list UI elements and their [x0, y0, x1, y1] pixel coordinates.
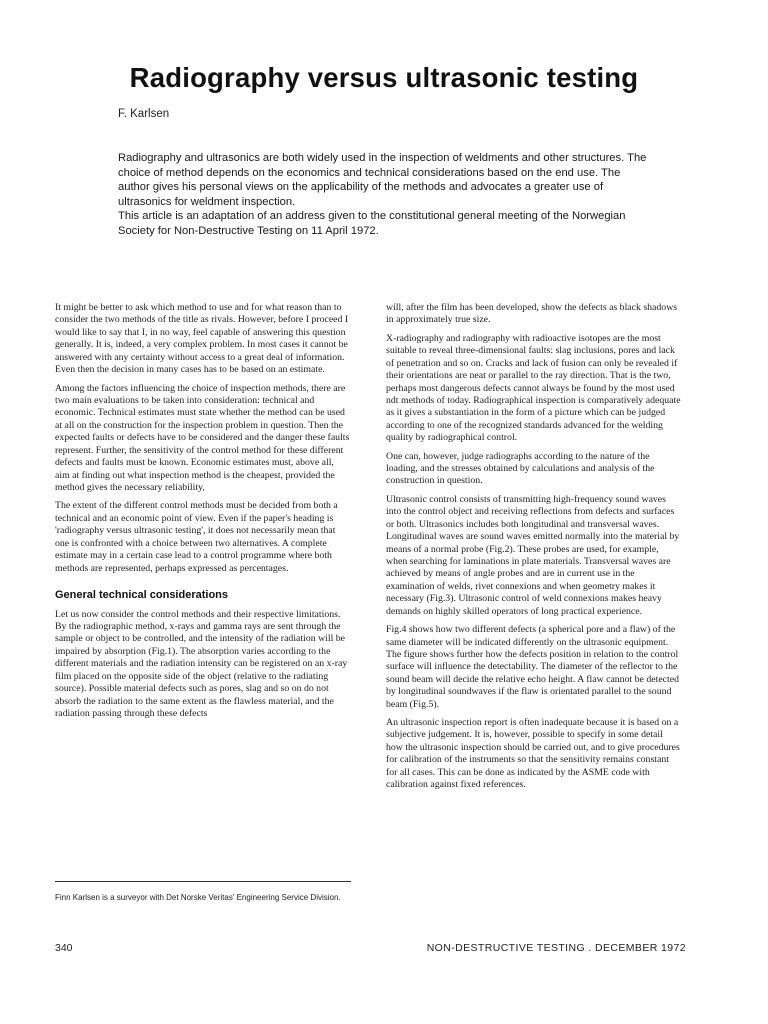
- body-paragraph: It might be better to ask which method to use and for what reason than to consider the two methods of the title as rivals. However, before I proceed I would like to say that I, in no way, feel capable of answering this question generally. It is, indeed, a very complex problem. In most cases it cannot be answered with any certainty without access to a great deal of information. Even then the decision in many cases has to be based on an estimate.: [55, 302, 349, 376]
- abstract-paragraph: This article is an adaptation of an address given to the constitutional general meeting of the Norwegian Society for Non-Destructive Testing on 11 April 1972.: [118, 210, 626, 237]
- body-paragraph: Fig.4 shows how two different defects (a spherical pore and a flaw) of the same diameter will be indicated differently on the ultrasonic equipment. The figure shows further how the defects position in relation to the control surface will influence the detectability. The diameter of the reflector to the sound beam will decide the relative echo height. A flaw cannot be detected by longitudinal soundwaves if the flaw is orientated parallel to the sound beam (Fig.5).: [386, 624, 679, 710]
- author-footnote: Finn Karlsen is a surveyor with Det Norske Veritas' Engineering Service Division.: [55, 893, 341, 902]
- body-paragraph: Let us now consider the control methods and their respective limitations. By the radiographic method, x-rays and gamma rays are sent through the sample or object to be controlled, and the intensity of the radiation will be impaired by absorption (Fig.1). The absorption varies according to the different materials and the radiation intensity can be registered on an x-ray film placed on the opposite side of the object (relative to the radiating source). Possible material defects such as pores, slag and so on do not absorb the radiation to the same extent as the flawless material, and the radiation passing through these defects: [55, 608, 348, 720]
- right-column: [386, 302, 681, 798]
- body-paragraph: Ultrasonic control consists of transmitting high-frequency sound waves into the control object and receiving reflections from defects and surfaces or both. Ultrasonics includes both longitudinal and transversal waves. Longitudinal waves are sound waves emitted normally into the material by means of a normal probe (Fig.2). These probes are used, for example, when searching for laminations in plate materials. Transversal waves are achieved by means of angle probes and are in current use in the examination of welds, rivet connexions and when geometry makes it necessary (Fig.3). Ultrasonic control of weld connexions makes heavy demands on highly skilled operators of long practical experience.: [386, 493, 680, 617]
- footnote-divider: [55, 881, 351, 882]
- abstract-paragraph: Radiography and ultrasonics are both widely used in the inspection of weldments and other structures. The choice of method depends on the economics and technical considerations based on the end use. The author gives his personal views on the applicability of the methods and advocates a greater use of ultrasonics for weldment inspection.: [118, 152, 647, 208]
- body-paragraph: Among the factors influencing the choice of inspection methods, there are two main evaluations to be taken into consideration: technical and economic. Technical estimates must state whether the method can be used at all on the construction for the inspection problem in question. Then the expected faults or defects have to be considered and the danger these faults represent. Further, the sensitivity of the control method for these different defects and faults must be known. Economic estimates must, above all, aim at finding out what inspection method is the cheapest, provided the method gives the necessary reliability,: [55, 382, 350, 494]
- article-title: Radiography versus ultrasonic testing: [129, 62, 639, 94]
- body-paragraph: One can, however, judge radiographs according to the nature of the loading, and the stresses obtained by calculations and analysis of the construction in question.: [386, 450, 655, 487]
- body-paragraph: The extent of the different control methods must be decided from both a technical and an economic point of view. Even if the paper's heading is 'radiography versus ultrasonic testing', it does not necessarily mean that one is confronted with a choice between two alternatives. A complete estimate may in a certain case lead to a control programme where both methods are represented, perhaps expressed as percentages.: [55, 500, 338, 574]
- author-name: F. Karlsen: [118, 108, 170, 120]
- section-heading: General technical considerations: [55, 589, 229, 602]
- body-paragraph: will, after the film has been developed, show the defects as black shadows in approximately true size.: [386, 302, 678, 326]
- body-paragraph: An ultrasonic inspection report is often inadequate because it is based on a subjective judgement. It is, however, possible to specify in some detail how the ultrasonic inspection should be carried out, and to give procedures for calibration of the instruments so that the sensitivity remains constant for all cases. This can be done as indicated by the ASME code with calibration against fixed references.: [386, 717, 680, 791]
- body-paragraph: X-radiography and radiography with radioactive isotopes are the most suitable to reveal three-dimensional faults: slag inclusions, pores and lack of penetration and so on. Cracks and lack of fusion can only be revealed if their orientations are neat or parallel to the ray direction. That is the two, perhaps most dangerous defects cannot always be found by the most used ndt methods of today. Radiographical inspection is comparatively adequate as it gives a substantiation in the form of a picture which can be judged according to one of the recognized standards advanced for the welding quality by radiographical control.: [386, 332, 681, 444]
- abstract: [118, 151, 648, 239]
- left-column: [55, 302, 350, 726]
- page-number: 340: [55, 942, 73, 954]
- journal-footer: NON-DESTRUCTIVE TESTING . DECEMBER 1972: [426, 942, 686, 954]
